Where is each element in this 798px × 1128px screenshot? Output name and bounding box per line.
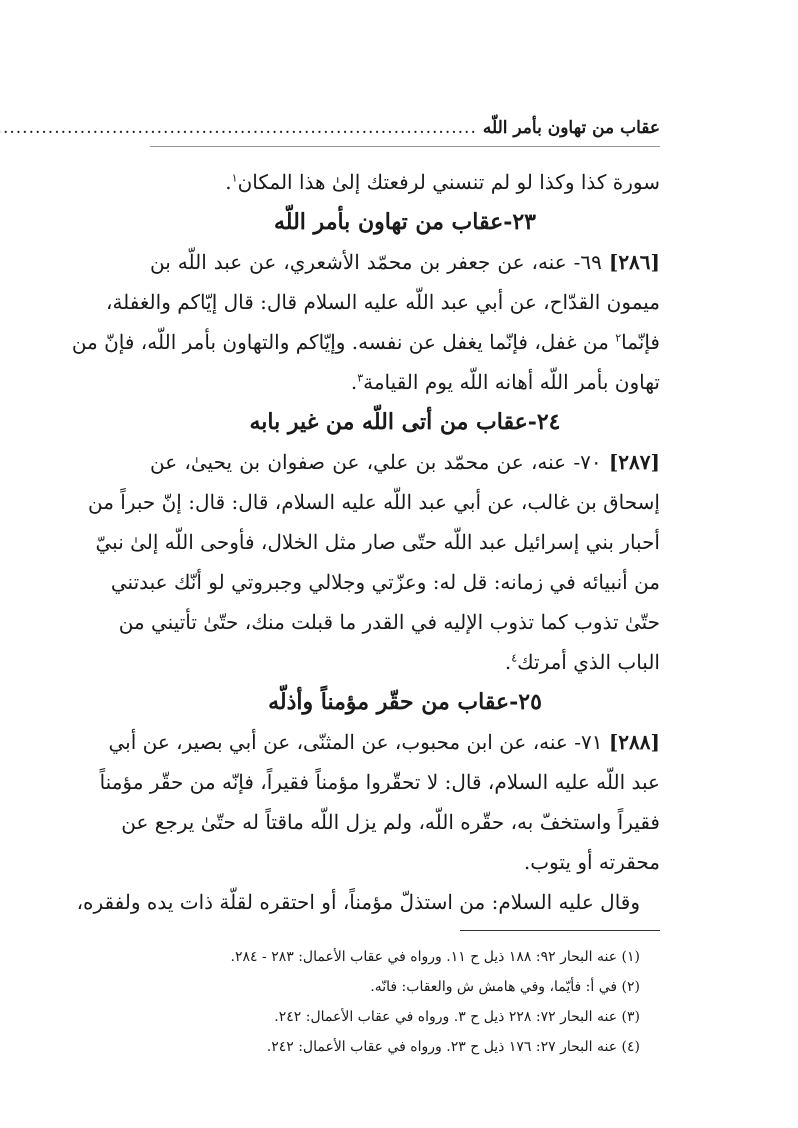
text-line: من أنبيائه في زمانه: قل له: وعزّتي وجلالي وجبروتي لو أنّك عبدتني <box>110 570 660 594</box>
footnote-ref: ٣ <box>357 371 364 385</box>
text-line: [٢٨٦] ٦٩- عنه، عن جعفر بن محمّد الأشعري، عن عبد اللّه بن <box>150 250 661 274</box>
header-rule <box>150 146 660 147</box>
footnote-separator <box>460 930 660 931</box>
running-header <box>150 118 660 146</box>
text-line: وقال عليه السلام: من استذلّ مؤمناً، أو احتقره لقلّة ذات يده ولفقره، <box>76 890 640 914</box>
text-line: الباب الذي أمرتك$^٤$. <box>504 650 660 674</box>
hadith-number: [٢٨٨] <box>608 730 660 754</box>
text-line: إسحاق بن غالب، عن أبي عبد اللّه عليه السلام، قال: قال: إنّ حبراً من <box>87 490 660 514</box>
section-heading-25: ٢٥-عقاب من حقّر مؤمناً وأذلّه <box>268 689 542 715</box>
hadith-number: [٢٨٧] <box>608 450 660 474</box>
header-title: عقاب من تهاون بأمر اللّه <box>482 118 660 138</box>
text-line: أحبار بني إسرائيل عبد اللّه حتّى صار مثل الخلال، فأوحى اللّه إلىٰ نبيّ <box>95 530 660 554</box>
text-line: تهاون بأمر اللّه أهانه اللّه يوم القيامة$^٣$. <box>350 370 660 394</box>
footnote-ref: ٤ <box>511 651 518 665</box>
text-line: سورة كذا وكذا لو لم تنسني لرفعتك إلىٰ هذا المكان$^١$. <box>225 170 660 194</box>
text-line: محقرته أو يتوب. <box>523 850 660 874</box>
text-line: فإنّما$^٢$ من غفل، فإنّما يغفل عن نفسه. وإيّاكم والتهاون بأمر اللّه، فإنّ من <box>71 330 660 354</box>
text-line: فقيراً واستخفّ به، حقّره اللّه، ولم يزل اللّه ماقتاً له حتّىٰ يرجع عن <box>121 810 660 834</box>
header-leader-dots <box>0 118 477 138</box>
footnote-ref: ٢ <box>615 331 622 345</box>
section-heading-24: ٢٤-عقاب من أتى اللّه من غير بابه <box>249 409 561 435</box>
footnote-ref: ١ <box>231 171 238 185</box>
text-line: [٢٨٨] ٧١- عنه، عن ابن محبوب، عن المثنّى، عن أبي بصير، عن أبي <box>108 730 660 754</box>
text-line: عبد اللّه عليه السلام، قال: لا تحقّروا مؤمناً فقيراً، فإنّه من حقّر مؤمناً <box>99 770 660 794</box>
text-line: [٢٨٧] ٧٠- عنه، عن محمّد بن علي، عن صفوان بن يحيىٰ، عن <box>150 450 660 474</box>
footnote: (٢) في أ: فأيّما، وفي هامش ش والعقاب: فانّه. <box>370 979 640 995</box>
section-heading-23: ٢٣-عقاب من تهاون بأمر اللّه <box>274 209 536 235</box>
text-line: حتّىٰ تذوب كما تذوب الإليه في القدر ما قبلت منك، حتّىٰ تأتيني من <box>118 610 660 634</box>
footnotes <box>150 942 660 1062</box>
footnote: (٤) عنه البحار ٢٧: ١٧٦ ذيل ح ٢٣. ورواه في عقاب الأعمال: ٢٤٢. <box>266 1039 640 1055</box>
text-line: ميمون القدّاح، عن أبي عبد اللّه عليه السلام قال: قال إيّاكم والغفلة، <box>105 290 660 314</box>
footnote: (٣) عنه البحار ٧٢: ٢٢٨ ذيل ح ٣. ورواه في عقاب الأعمال: ٢٤٢. <box>274 1009 640 1025</box>
footnote: (١) عنه البحار ٩٢: ١٨٨ ذيل ح ١١. ورواه في عقاب الأعمال: ٢٨٣ - ٢٨٤. <box>230 949 640 965</box>
hadith-number: [٢٨٦] <box>608 250 661 274</box>
main-text <box>71 162 661 922</box>
